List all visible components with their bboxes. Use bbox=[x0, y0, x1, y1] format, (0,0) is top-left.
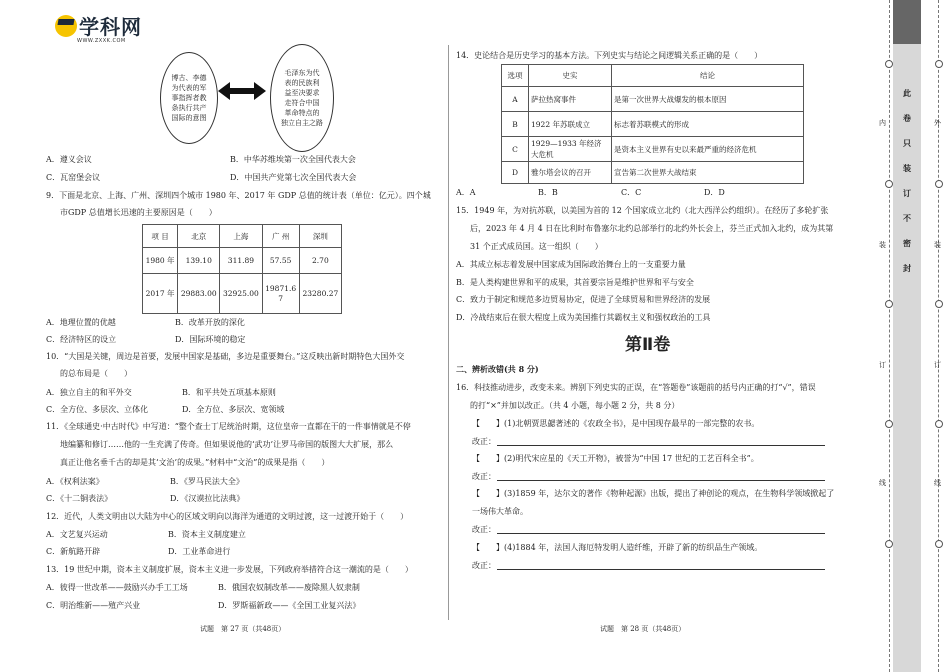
q11-stem-line1: 11．《全球通史·中古时代》中写道：“整个查士丁尼统治时期，这位皇帝一直都在干的一件事情就是不停 bbox=[46, 422, 411, 431]
table-header: 北京 bbox=[178, 225, 220, 248]
q15-option-d: D．冷战结束后在很大程度上成为美国推行其霸权主义和强权政治的工具 bbox=[456, 313, 711, 322]
binding-hole-circle bbox=[885, 180, 893, 188]
table-cell: C bbox=[502, 137, 529, 162]
q9-option-a: A．地理位置的优越 bbox=[46, 318, 116, 327]
binding-hole-circle bbox=[885, 300, 893, 308]
table-header: 史实 bbox=[529, 65, 612, 87]
binding-hole-circle bbox=[935, 420, 943, 428]
q8-option-d: D．中国共产党第七次全国代表大会 bbox=[230, 173, 357, 182]
q16-fix-line-2[interactable] bbox=[497, 480, 825, 481]
q16-fix-label-4: 改正： bbox=[472, 561, 496, 570]
table-cell: 萨拉热窝事件 bbox=[529, 87, 612, 112]
logo-name: 学科网 bbox=[79, 15, 142, 39]
outer-label: 外 bbox=[934, 119, 941, 127]
seal-char: 订 bbox=[903, 189, 911, 198]
q12-option-d: D．工业革命进行 bbox=[168, 547, 231, 556]
q16-item-3: 【 】(3)1859 年，达尔文的著作《物种起源》出版，提出了神创论的观点，在生物科学领域掀起了 bbox=[472, 489, 835, 498]
q16-stem-line2: 的打“×”并加以改正。（共 4 小题，每小题 2 分，共 8 分） bbox=[470, 401, 680, 410]
table-cell: 宣告第二次世界大战结束 bbox=[612, 162, 804, 184]
table-header: 项 目 bbox=[143, 225, 178, 248]
binding-hole-circle bbox=[935, 180, 943, 188]
seal-char: 封 bbox=[903, 264, 911, 273]
outer-binding-line bbox=[938, 0, 939, 672]
table-cell: 1922 年苏联成立 bbox=[529, 112, 612, 137]
q16-item-2: 【 】(2)明代宋应星的《天工开物》，被誉为“中国 17 世纪的工艺百科全书”。 bbox=[472, 454, 759, 463]
inner-label: 装 bbox=[879, 241, 886, 249]
seal-char: 卷 bbox=[903, 114, 911, 123]
table-header: 结论 bbox=[612, 65, 804, 87]
q14-option-c: C．C bbox=[621, 188, 642, 197]
q8-option-c: C．瓦窑堡会议 bbox=[46, 173, 101, 182]
q10-option-b: B．和平共处五项基本原则 bbox=[182, 388, 276, 397]
q13-option-a: A．彼得一世改革——鼓励兴办手工工场 bbox=[46, 583, 188, 592]
footer-page-28: 试题 第 28 页（共48页） bbox=[600, 625, 686, 633]
q15-option-a: A．其成立标志着发展中国家成为国际政治舞台上的一支重要力量 bbox=[456, 260, 686, 269]
table-header: 上海 bbox=[220, 225, 262, 248]
q11-stem-line3: 真正让他名垂千古的却是其‘文治’的成果。”材料中“文治”的成果是指（ ） bbox=[60, 458, 330, 467]
q8-option-b: B．中华苏维埃第一次全国代表大会 bbox=[230, 155, 356, 164]
q14-option-b: B．B bbox=[538, 188, 558, 197]
column-divider bbox=[448, 45, 449, 620]
q15-stem-line3: 31 个正式成员国。这一组织（ ） bbox=[470, 242, 603, 251]
table-cell: 标志着苏联模式的形成 bbox=[612, 112, 804, 137]
q16-item-4: 【 】(4)1884 年，法国人海厄特发明人造纤维，开辟了新的纺织品生产领域。 bbox=[472, 543, 763, 552]
q11-option-a: A．《权利法案》 bbox=[46, 477, 104, 486]
q16-fix-label-1: 改正： bbox=[472, 437, 496, 446]
seal-bar bbox=[893, 0, 921, 672]
inner-label: 内 bbox=[879, 119, 886, 127]
q16-fix-line-1[interactable] bbox=[497, 445, 825, 446]
table-cell: 19871.6 7 bbox=[262, 274, 299, 314]
outer-label: 线 bbox=[934, 479, 941, 487]
q14-option-a: A．A bbox=[456, 188, 476, 197]
diagram-left-ellipse: 博古、李德 为代表的军 事指挥者教 条执行共产 国际的意图 bbox=[160, 52, 218, 144]
q12-option-b: B．资本主义制度建立 bbox=[168, 530, 246, 539]
table-cell: 是资本主义世界有史以来最严重的经济危机 bbox=[612, 137, 804, 162]
table-cell: 311.89 bbox=[220, 248, 262, 274]
inner-label: 线 bbox=[879, 479, 886, 487]
seal-char: 只 bbox=[903, 139, 911, 148]
table-header: 深圳 bbox=[299, 225, 341, 248]
binding-hole-circle bbox=[885, 60, 893, 68]
table-cell: B bbox=[502, 112, 529, 137]
q9-option-d: D．国际环境的稳定 bbox=[175, 335, 246, 344]
footer-page-27: 试题 第 27 页（共48页） bbox=[200, 625, 286, 633]
q9-stem-line2: 市GDP 总值增长迅速的主要原因是（ ） bbox=[60, 208, 217, 217]
seal-char: 不 bbox=[903, 214, 911, 223]
double-arrow-icon bbox=[218, 80, 266, 102]
binding-hole-circle bbox=[935, 60, 943, 68]
q15-stem-line1: 15．1949 年，为对抗苏联，以美国为首的 12 个国家成立北约（北大西洋公约组织）。在经历了多轮扩张 bbox=[456, 206, 829, 215]
table-cell: 2.70 bbox=[299, 248, 341, 274]
q16-fix-label-3: 改正： bbox=[472, 525, 496, 534]
q16-fix-label-2: 改正： bbox=[472, 472, 496, 481]
section-2-title: 第Ⅱ卷 bbox=[625, 335, 671, 355]
table-cell: 29883.00 bbox=[178, 274, 220, 314]
table-cell: 1929—1933 年经济大危机 bbox=[529, 137, 612, 162]
q14-option-d: D．D bbox=[704, 188, 725, 197]
q10-option-d: D．全方位、多层次、宽领域 bbox=[182, 405, 285, 414]
q13-stem: 13．19 世纪中期，资本主义制度扩展，资本主义进一步发展，下列政府举措符合这一潮流的是（ ） bbox=[46, 565, 413, 574]
q13-option-b: B．俄国农奴制改革——废除黑人奴隶制 bbox=[218, 583, 360, 592]
q15-option-b: B．是人类构建世界和平的成果，其首要宗旨是维护世界和平与安全 bbox=[456, 278, 694, 287]
outer-label: 订 bbox=[934, 361, 941, 369]
q9-option-c: C．经济特区的设立 bbox=[46, 335, 117, 344]
q11-option-d: D．《汉谟拉比法典》 bbox=[170, 494, 245, 503]
outer-label: 装 bbox=[934, 241, 941, 249]
q16-item-3-cont: 一场伟大革命。 bbox=[472, 507, 528, 516]
q12-stem: 12．近代，人类文明由以大陆为中心的区域文明向以海洋为通道的文明过渡，这一过渡开始于（ ） bbox=[46, 512, 409, 521]
q9-option-b: B．改革开放的深化 bbox=[175, 318, 245, 327]
binding-hole-circle bbox=[885, 420, 893, 428]
q10-option-c: C．全方位、多层次、立体化 bbox=[46, 405, 149, 414]
table-header: 广 州 bbox=[262, 225, 299, 248]
q14-stem: 14．史论结合是历史学习的基本方法。下列史实与结论之间逻辑关系正确的是（ ） bbox=[456, 51, 763, 60]
table-header: 选项 bbox=[502, 65, 529, 87]
q15-stem-line2: 后，2023 年 4 月 4 日在比利时布鲁塞尔北约总部举行的北约外长会上，芬兰正式加入北约，成为其第 bbox=[470, 224, 834, 233]
q16-fix-line-4[interactable] bbox=[497, 569, 825, 570]
table-cell: 1980 年 bbox=[143, 248, 178, 274]
logo-url: WWW.ZXXK.COM bbox=[77, 38, 126, 44]
q12-option-c: C．新航路开辟 bbox=[46, 547, 101, 556]
binding-hole-circle bbox=[935, 300, 943, 308]
q9-gdp-table bbox=[142, 224, 342, 314]
q12-option-a: A．文艺复兴运动 bbox=[46, 530, 108, 539]
q13-option-c: C．明治维新——殖产兴业 bbox=[46, 601, 141, 610]
table-cell: 32925.00 bbox=[220, 274, 262, 314]
logo-cap-icon bbox=[55, 15, 77, 37]
q16-stem-line1: 16．科技推动进步，改变未来。辨别下列史实的正误，在“答题卷”该题前的括号内正确的打“√”，错误 bbox=[456, 383, 816, 392]
q11-stem-line2: 地编纂和修订……他的一生充满了传奇。但如果说他的‘武功’让罗马帝国的版图大大扩展，那么 bbox=[60, 440, 394, 449]
q10-stem-line2: 的总布局是（ ） bbox=[60, 369, 132, 378]
q10-stem-line1: 10．“大国是关键，周边是首要，发展中国家是基础，多边是重要舞台。”这反映出新时期特色大国外交 bbox=[46, 352, 405, 361]
table-cell: 57.55 bbox=[262, 248, 299, 274]
q16-fix-line-3[interactable] bbox=[497, 533, 825, 534]
table-cell: D bbox=[502, 162, 529, 184]
q8-option-a: A．遵义会议 bbox=[46, 155, 92, 164]
inner-binding-line bbox=[889, 0, 890, 672]
seal-bar-top bbox=[893, 0, 921, 44]
binding-hole-circle bbox=[935, 540, 943, 548]
q10-option-a: A．独立自主的和平外交 bbox=[46, 388, 132, 397]
inner-label: 订 bbox=[879, 361, 886, 369]
q15-option-c: C．致力于制定和规范多边贸易协定，促进了全球贸易和世界经济的发展 bbox=[456, 295, 711, 304]
logo bbox=[55, 11, 142, 44]
table-cell: 2017 年 bbox=[143, 274, 178, 314]
table-cell: 139.10 bbox=[178, 248, 220, 274]
table-cell: 是第一次世界大战爆发的根本原因 bbox=[612, 87, 804, 112]
table-cell: 雅尔塔会议的召开 bbox=[529, 162, 612, 184]
q9-stem-line1: 9．下面是北京、上海、广州、深圳四个城市 1980 年、2017 年 GDP 总值的统计表（单位：亿元）。四个城 bbox=[46, 191, 431, 200]
q13-option-d: D．罗斯福新政——《全国工业复兴法》 bbox=[218, 601, 361, 610]
q14-table bbox=[501, 64, 804, 184]
q11-option-b: B．《罗马民法大全》 bbox=[170, 477, 244, 486]
seal-char: 此 bbox=[903, 89, 911, 98]
q11-option-c: C．《十二铜表法》 bbox=[46, 494, 113, 503]
binding-hole-circle bbox=[885, 540, 893, 548]
table-cell: 23280.27 bbox=[299, 274, 341, 314]
q16-item-1: 【 】(1)北朝贾思勰著述的《农政全书》，是中国现存最早的一部完整的农书。 bbox=[472, 419, 760, 428]
diagram-right-ellipse: 毛泽东为代 表的民族利 益至决要求 走符合中国 革命特点的 独立自主之路 bbox=[270, 44, 334, 152]
seal-char: 装 bbox=[903, 164, 911, 173]
section-2-subtitle: 二、辨析改错(共 8 分) bbox=[456, 364, 539, 374]
table-cell: A bbox=[502, 87, 529, 112]
seal-char: 密 bbox=[903, 239, 911, 248]
